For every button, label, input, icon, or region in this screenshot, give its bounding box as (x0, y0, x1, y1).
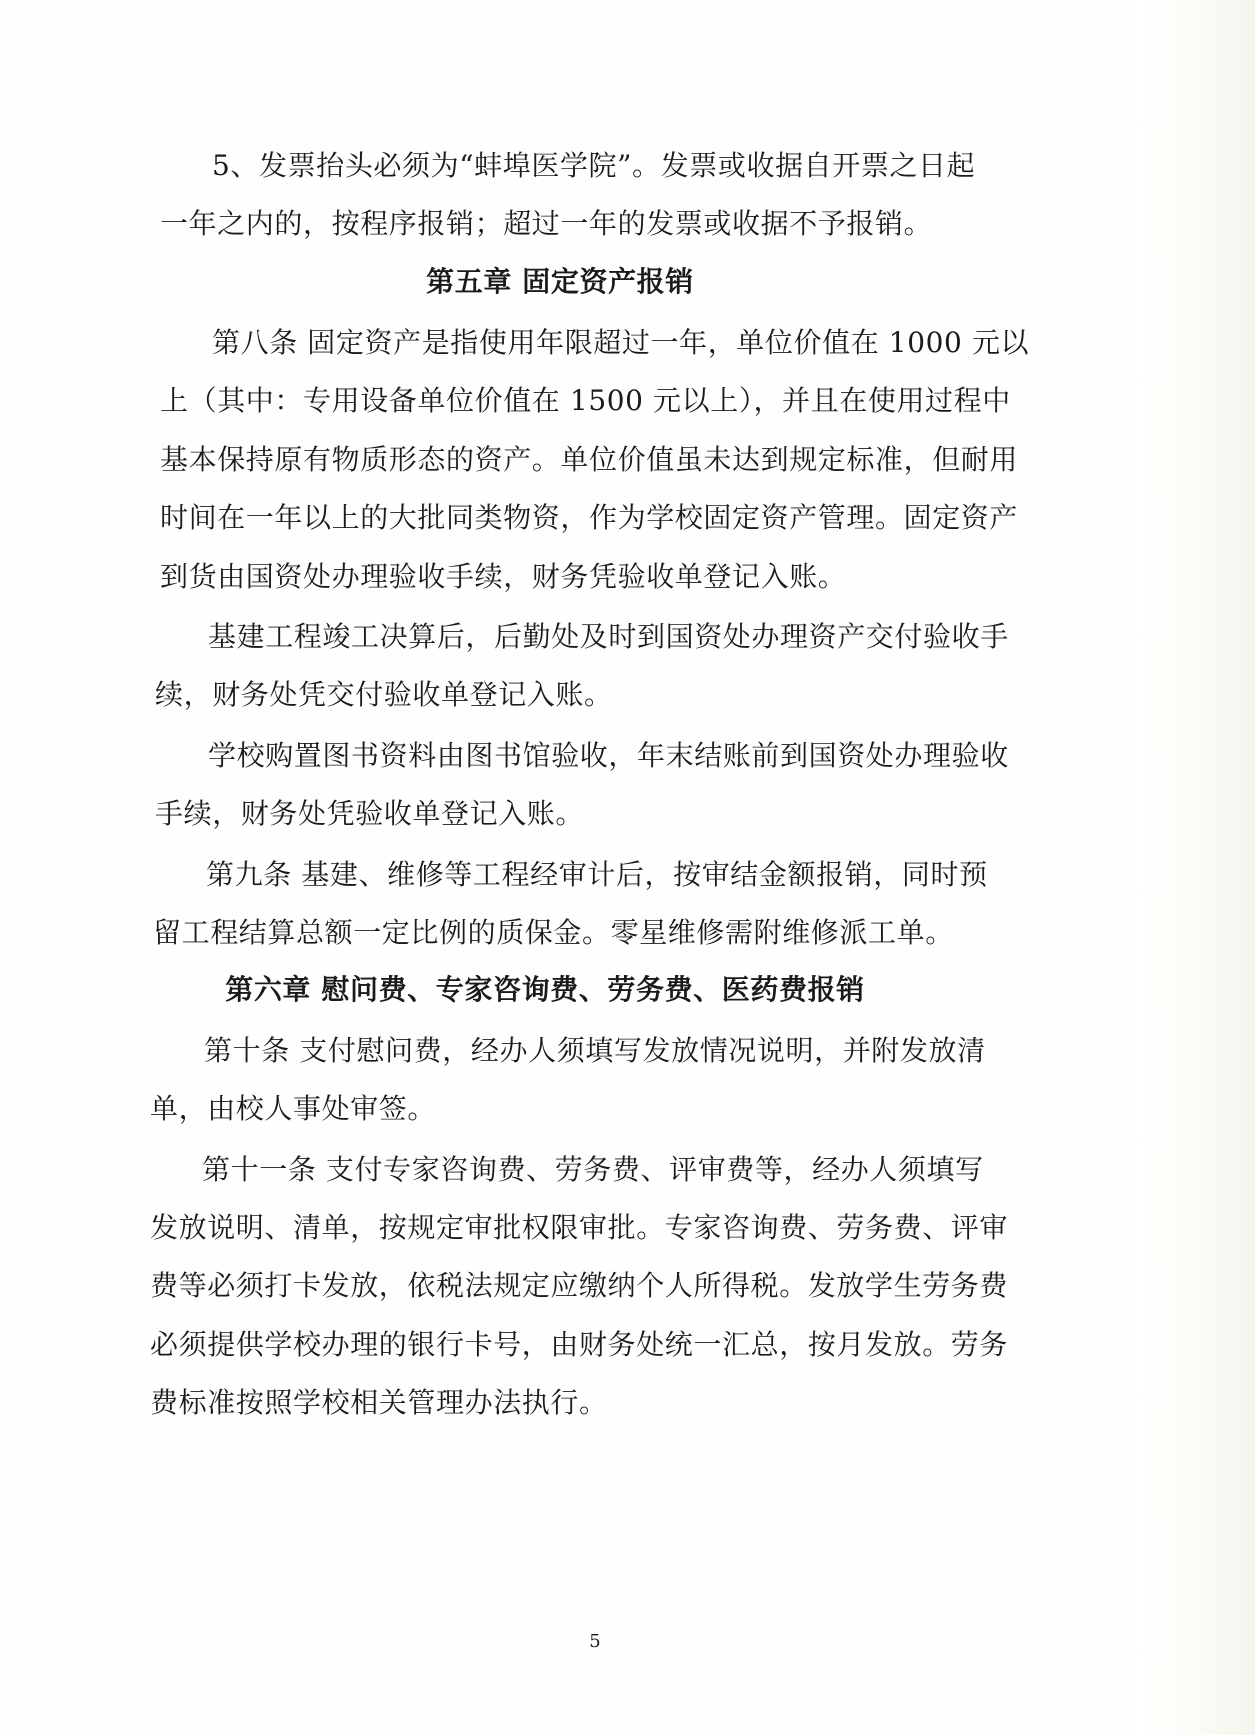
article-8-line-2: 上（其中：专用设备单位价值在 1500 元以上），并且在使用过程中 (160, 384, 1011, 417)
article-8-line-3: 基本保持原有物质形态的资产。单位价值虽未达到规定标准，但耐用 (160, 443, 1019, 476)
article-10-line-2: 单，由校人事处审签。 (150, 1092, 437, 1125)
article-9-line-1: 第九条 基建、维修等工程经审计后，按审结金额报销，同时预 (206, 858, 988, 891)
chapter-5-title: 第五章 固定资产报销 (426, 265, 694, 298)
article-8-line-5: 到货由国资处办理验收手续，财务凭验收单登记入账。 (160, 560, 847, 593)
article-10-line-1: 第十条 支付慰问费，经办人须填写发放情况说明，并附发放清 (204, 1034, 986, 1067)
chapter-6-title: 第六章 慰问费、专家咨询费、劳务费、医药费报销 (225, 973, 865, 1006)
article-8-line-1: 第八条 固定资产是指使用年限超过一年，单位价值在 1000 元以 (212, 326, 1030, 359)
books-line-2: 手续，财务处凭验收单登记入账。 (155, 797, 585, 830)
infrastructure-line-1: 基建工程竣工决算后，后勤处及时到国资处办理资产交付验收手 (208, 620, 1009, 653)
item5-line-1: 5、发票抬头必须为“蚌埠医学院”。发票或收据自开票之日起 (212, 149, 976, 182)
item5-line-2: 一年之内的，按程序报销；超过一年的发票或收据不予报销。 (160, 207, 933, 240)
infrastructure-line-2: 续，财务处凭交付验收单登记入账。 (155, 678, 613, 711)
scan-edge-shadow (1135, 0, 1255, 1735)
article-11-line-2: 发放说明、清单，按规定审批权限审批。专家咨询费、劳务费、评审 (150, 1211, 1009, 1244)
article-11-line-1: 第十一条 支付专家咨询费、劳务费、评审费等，经办人须填写 (202, 1153, 984, 1186)
page-number: 5 (589, 1631, 601, 1652)
article-11-line-3: 费等必须打卡发放，依税法规定应缴纳个人所得税。发放学生劳务费 (150, 1269, 1009, 1302)
article-11-line-4: 必须提供学校办理的银行卡号，由财务处统一汇总，按月发放。劳务 (150, 1328, 1009, 1361)
article-8-line-4: 时间在一年以上的大批同类物资，作为学校固定资产管理。固定资产 (160, 501, 1019, 534)
books-line-1: 学校购置图书资料由图书馆验收，年末结账前到国资处办理验收 (208, 739, 1009, 772)
article-11-line-5: 费标准按照学校相关管理办法执行。 (150, 1386, 608, 1419)
article-9-line-2: 留工程结算总额一定比例的质保金。零星维修需附维修派工单。 (153, 916, 954, 949)
